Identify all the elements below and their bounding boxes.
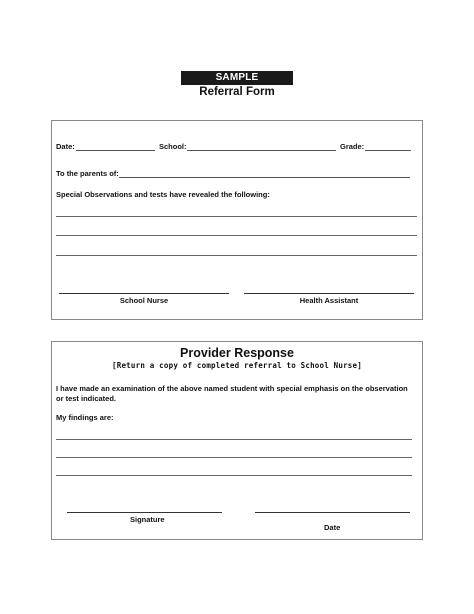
grade-label: Grade: xyxy=(340,142,365,151)
sample-badge: SAMPLE xyxy=(181,71,293,85)
provider-response-instruction: [Return a copy of completed referral to School Nurse] xyxy=(112,361,362,370)
school-label: School: xyxy=(159,142,187,151)
findings-label: My findings are: xyxy=(56,413,114,422)
observations-label: Special Observations and tests have revealed the following: xyxy=(56,190,270,199)
date-label: Date: xyxy=(56,142,75,151)
provider-response-title: Provider Response xyxy=(180,346,294,360)
school-field[interactable] xyxy=(187,150,336,151)
findings-line-2[interactable] xyxy=(56,457,412,458)
provider-signature-line[interactable] xyxy=(67,512,222,513)
parents-label: To the parents of: xyxy=(56,169,119,178)
date-field[interactable] xyxy=(76,150,155,151)
findings-line-1[interactable] xyxy=(56,439,412,440)
school-nurse-label: School Nurse xyxy=(119,296,169,305)
observation-line-2[interactable] xyxy=(56,235,417,236)
signature-label: Signature xyxy=(130,515,165,524)
grade-field[interactable] xyxy=(365,150,411,151)
health-assistant-signature-line[interactable] xyxy=(244,293,414,294)
provider-response-section xyxy=(51,341,423,540)
examination-statement: I have made an examination of the above named student with special emphasis on the observation or test indicated. xyxy=(56,384,408,403)
observation-line-3[interactable] xyxy=(56,255,417,256)
parents-field[interactable] xyxy=(119,177,410,178)
observation-line-1[interactable] xyxy=(56,216,417,217)
school-nurse-signature-line[interactable] xyxy=(59,293,229,294)
health-assistant-label: Health Assistant xyxy=(299,296,359,305)
findings-line-3[interactable] xyxy=(56,475,412,476)
provider-date-line[interactable] xyxy=(255,512,410,513)
form-title: Referral Form xyxy=(199,86,275,98)
date-label-provider: Date xyxy=(324,523,341,532)
